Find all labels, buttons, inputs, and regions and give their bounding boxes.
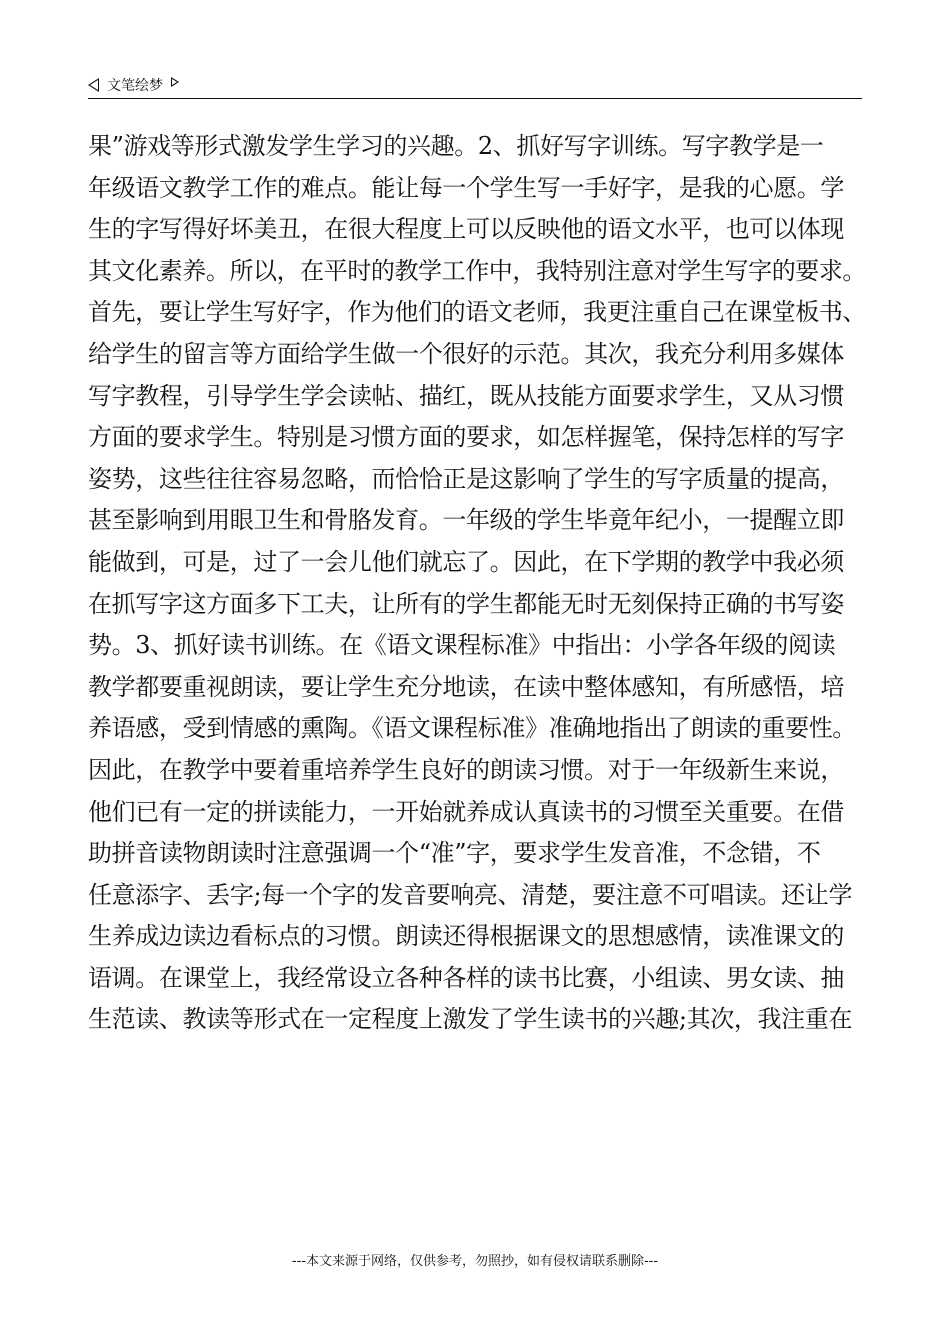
- header-title: 文笔绘梦: [107, 78, 163, 94]
- body-line: 首先，要让学生写好字，作为他们的语文老师，我更注重自己在课堂板书、: [88, 298, 866, 327]
- body-line: 生养成边读边看标点的习惯。朗读还得根据课文的思想感情，读准课文的: [88, 922, 844, 951]
- body-line: 方面的要求学生。特别是习惯方面的要求，如怎样握笔，保持怎样的写字: [88, 423, 844, 452]
- body-line: 写字教程，引导学生学会读帖、描红，既从技能方面要求学生，又从习惯: [88, 381, 844, 410]
- body-line: 果”游戏等形式激发学生学习的兴趣。2、抓好写字训练。写字教学是一: [88, 132, 824, 160]
- body-text: [88, 126, 878, 1041]
- page-header: [88, 74, 862, 96]
- body-line: 甚至影响到用眼卫生和骨胳发育。一年级的学生毕竟年纪小，一提醒立即: [88, 506, 844, 535]
- body-line: 因此，在教学中要着重培养学生良好的朗读习惯。对于一年级新生来说，: [88, 755, 844, 784]
- body-line: 势。3、抓好读书训练。在《语文课程标准》中指出：小学各年级的阅读: [88, 631, 836, 660]
- body-line: 生的字写得好坏美丑，在很大程度上可以反映他的语文水平，也可以体现: [88, 215, 844, 244]
- body-line: 教学都要重视朗读，要让学生充分地读，在读中整体感知，有所感悟，培: [88, 672, 844, 701]
- body-line: 给学生的留言等方面给学生做一个很好的示范。其次，我充分利用多媒体: [88, 339, 844, 368]
- header-divider: [88, 98, 862, 99]
- body-line: 年级语文教学工作的难点。能让每一个学生写一手好字，是我的心愿。学: [88, 173, 844, 202]
- triangle-left-icon: [88, 78, 99, 92]
- triangle-right-icon: [171, 77, 179, 87]
- body-line: 生范读、教读等形式在一定程度上激发了学生读书的兴趣;其次，我注重在: [88, 1005, 853, 1034]
- body-line: 能做到，可是，过了一会儿他们就忘了。因此，在下学期的教学中我必须: [88, 547, 844, 576]
- body-line: 姿势，这些往往容易忽略，而恰恰正是这影响了学生的写字质量的提高，: [88, 464, 844, 493]
- body-line: 在抓写字这方面多下工夫，让所有的学生都能无时无刻保持正确的书写姿: [88, 589, 844, 618]
- body-line: 他们已有一定的拼读能力，一开始就养成认真读书的习惯至关重要。在借: [88, 797, 844, 826]
- body-line: 任意添字、丢字;每一个字的发音要响亮、清楚，要注意不可唱读。还让学: [88, 880, 853, 909]
- body-line: 助拼音读物朗读时注意强调一个“准”字，要求学生发音准，不念错，不: [88, 839, 821, 868]
- footer-disclaimer: ---本文来源于网络，仅供参考，勿照抄，如有侵权请联系删除---: [291, 1254, 659, 1269]
- body-line: 语调。在课堂上，我经常设立各种各样的读书比赛，小组读、男女读、抽: [88, 963, 844, 992]
- body-line: 其文化素养。所以，在平时的教学工作中，我特别注意对学生写字的要求。: [88, 256, 866, 285]
- body-line: 养语感，受到情感的熏陶。《语文课程标准》准确地指出了朗读的重要性。: [88, 714, 856, 743]
